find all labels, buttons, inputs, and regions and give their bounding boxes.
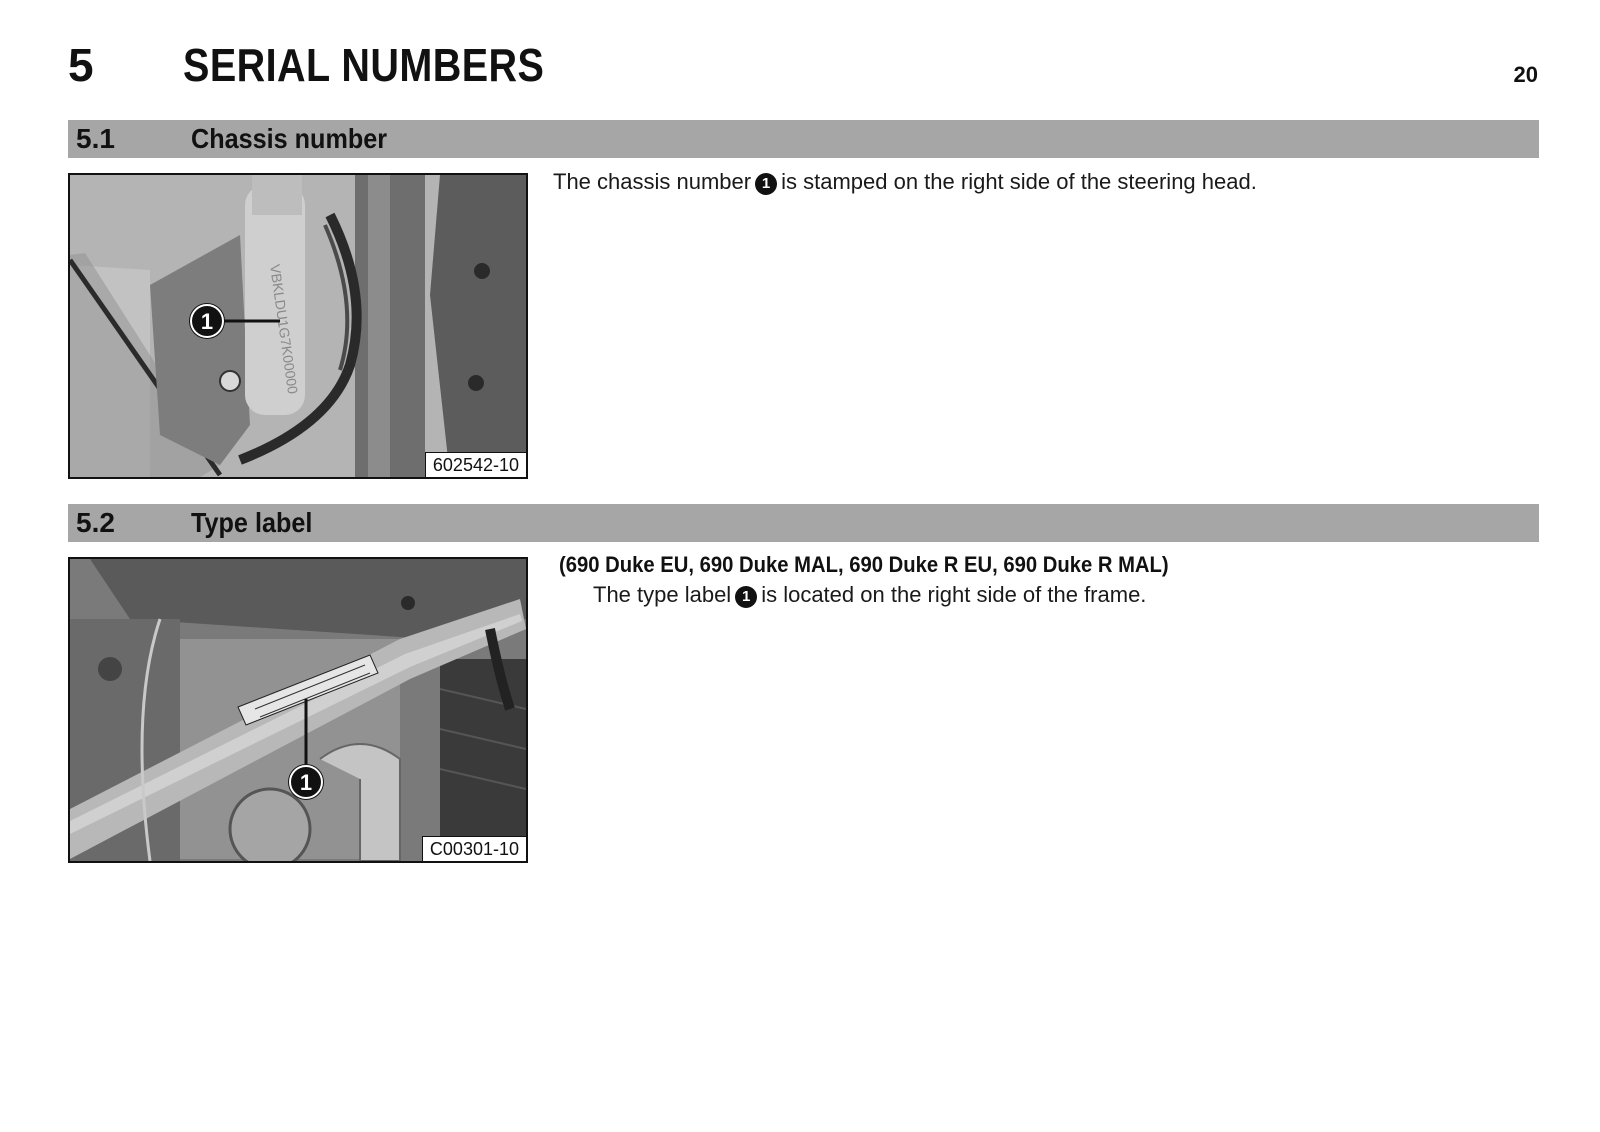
text-before: The chassis number (553, 169, 752, 194)
type-label-description (593, 580, 1146, 610)
frame-type-label-photo (70, 559, 526, 861)
svg-text:VBKLDU1G7K00000: VBKLDU1G7K00000 (267, 263, 302, 395)
steering-head-photo (70, 175, 526, 477)
chassis-number-description (553, 167, 1257, 197)
page-number: 20 (1513, 62, 1538, 87)
figure-code: C00301-10 (422, 836, 526, 861)
model-variants: (690 Duke EU, 690 Duke MAL, 690 Duke R EU, 690 Duke R MAL) (559, 552, 1169, 577)
figure-callout: 1 (200, 309, 214, 334)
callout-1-icon: 1 (755, 173, 777, 195)
figure-callout: 1 (299, 770, 313, 795)
figure-code: 602542-10 (425, 452, 526, 477)
section-header-type-label (68, 504, 1539, 542)
section-title: Chassis number (191, 123, 388, 154)
type-label-figure (68, 557, 528, 863)
section-number: 5.2 (76, 507, 115, 538)
section-number: 5.1 (76, 123, 115, 154)
text-after: is located on the right side of the frame. (761, 582, 1147, 607)
section-title: Type label (191, 507, 313, 538)
section-header-chassis-number (68, 120, 1539, 158)
callout-1-icon: 1 (735, 586, 757, 608)
text-after: is stamped on the right side of the steering head. (781, 169, 1257, 194)
chapter-title: SERIAL NUMBERS (183, 39, 545, 91)
chapter-number: 5 (68, 39, 95, 91)
text-before: The type label (593, 582, 732, 607)
chassis-number-figure (68, 173, 528, 479)
